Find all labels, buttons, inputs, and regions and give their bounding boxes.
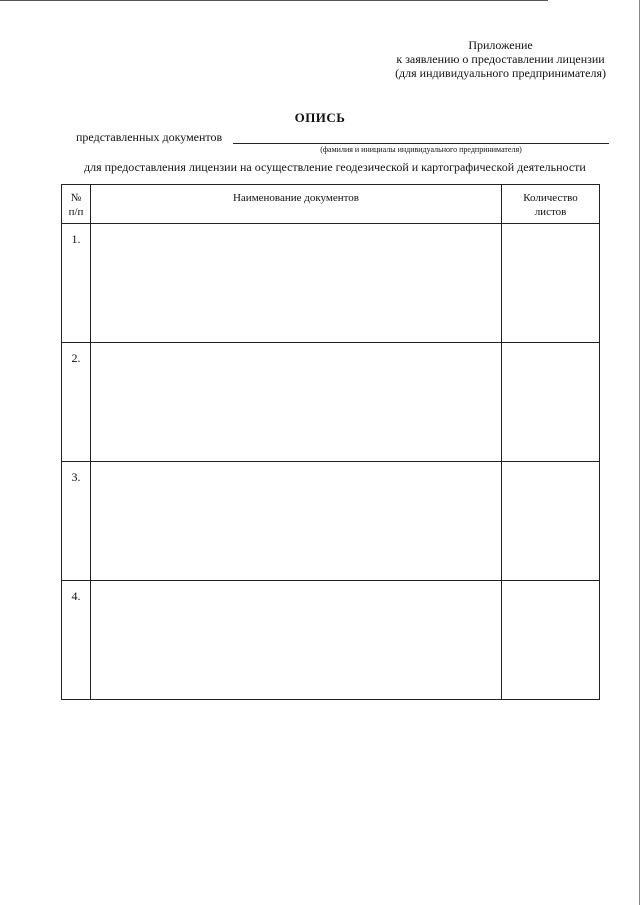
page-top-edge: [0, 0, 548, 1]
appendix-line: (для индивидуального предпринимателя): [395, 66, 606, 80]
table-row: [62, 343, 600, 462]
table-row: [62, 462, 600, 581]
purpose-text: для предоставления лицензии на осуществление геодезической и картографической деятельности: [84, 160, 586, 174]
table-row: [62, 224, 600, 343]
appendix-line: к заявлению о предоставлении лицензии: [396, 52, 605, 66]
sheet-count-cell[interactable]: [502, 462, 600, 581]
name-column-header: Наименование документов: [91, 185, 502, 224]
number-header-line: №: [70, 192, 82, 204]
count-column-header: [502, 185, 600, 224]
number-column-header: [62, 185, 91, 224]
number-header-line: п/п: [68, 206, 84, 218]
submitted-documents-label: представленных документов: [76, 130, 223, 144]
table-row: [62, 581, 600, 700]
document-name-cell[interactable]: [91, 224, 502, 343]
appendix-header: [395, 38, 606, 80]
count-header-line: Количество: [523, 192, 578, 204]
appendix-line: Приложение: [468, 38, 533, 52]
table-header-row: [62, 185, 600, 224]
documents-table: [61, 184, 600, 700]
row-number: 4.: [62, 581, 91, 700]
count-header-line: листов: [534, 206, 567, 218]
document-name-cell[interactable]: [91, 343, 502, 462]
document-title: ОПИСЬ: [294, 110, 346, 125]
row-number: 2.: [62, 343, 91, 462]
row-number: 1.: [62, 224, 91, 343]
entrepreneur-name-field[interactable]: [233, 143, 609, 144]
sheet-count-cell[interactable]: [502, 581, 600, 700]
sheet-count-cell[interactable]: [502, 343, 600, 462]
sheet-count-cell[interactable]: [502, 224, 600, 343]
entrepreneur-name-caption: (фамилия и инициалы индивидуального предпринимателя): [320, 145, 522, 154]
document-name-cell[interactable]: [91, 462, 502, 581]
document-name-cell[interactable]: [91, 581, 502, 700]
row-number: 3.: [62, 462, 91, 581]
